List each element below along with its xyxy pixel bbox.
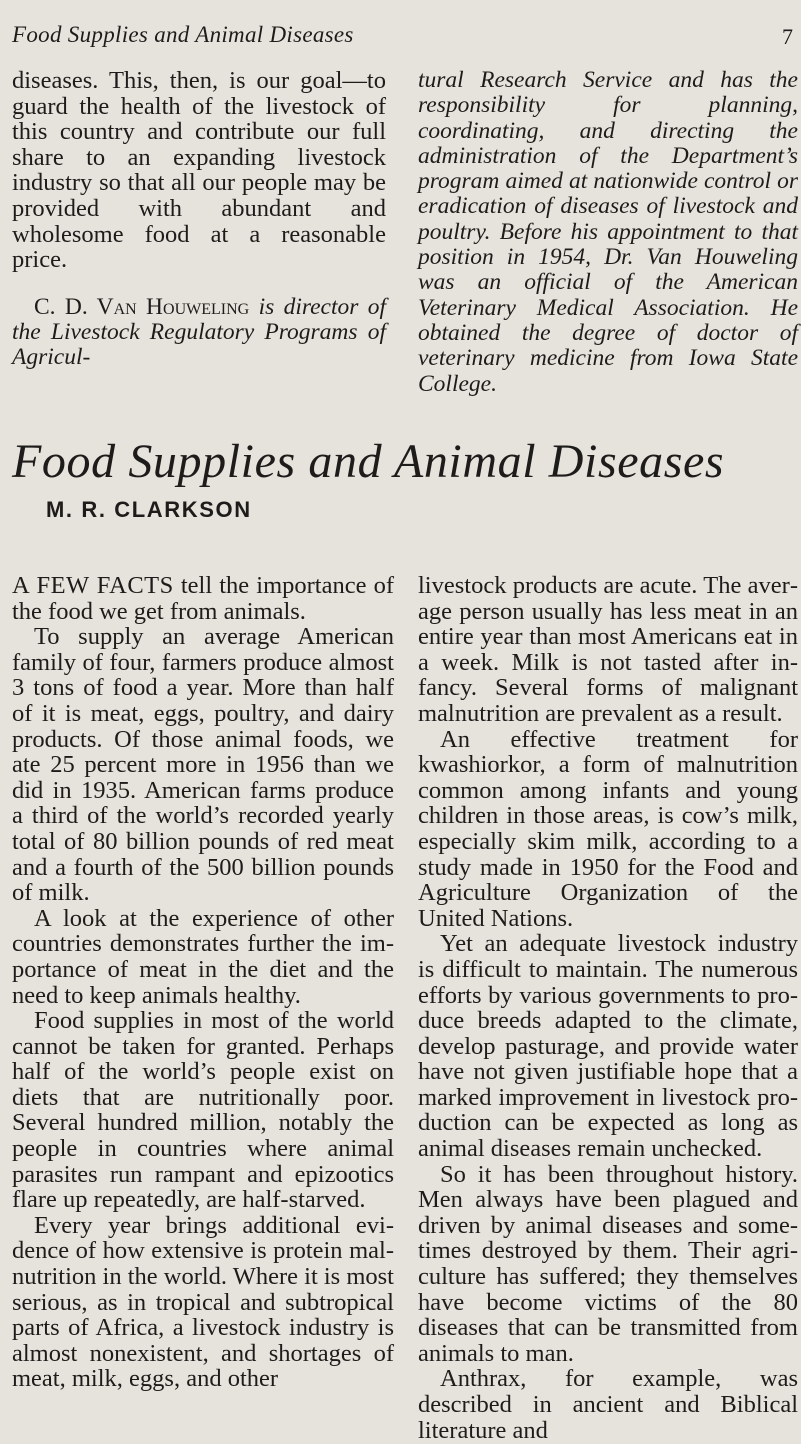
previous-article-left-column: [12, 68, 386, 371]
author-bio-text-left: is director of the Livestock Regulatory Programs of Agricul-: [12, 293, 387, 371]
article-paragraph: Every year brings additional evidence of how extensive is protein malnutrition in the world. Where it is most serious, as in tropical and subtropical parts of Africa, a livestock industry is almost nonexistent, and shortages of meat, milk, eggs, and other: [12, 1211, 394, 1393]
previous-article-right-column: [418, 68, 798, 397]
article-paragraph: livestock products are acute. The average person usually has less meat in an entire year than most Americans eat in a week. Milk is not tasted after infancy. Several forms of malignant malnutrition are prevalent as a result.: [418, 572, 798, 727]
article-paragraph: A look at the experience of other countries demonstrates further the importance of meat in the diet and the need to keep animals healthy.: [12, 904, 394, 1009]
lead-in-caps: A FEW FACTS: [12, 572, 174, 599]
previous-article-closing-paragraph: diseases. This, then, is our goal—to guard the health of the livestock of this country and contribute our full share to an expanding livestock industry so that all our people may be provided with abundant and wholesome food at a reasonable price.: [12, 67, 386, 274]
author-bio-text-right: tural Research Service and has the responsibility for planning, coordinating, and directing the administration of the Department’s program aimed at nationwide control or eradication of diseases of livestock and poultry. Before his appointment to that position in 1954, Dr. Van Houweling was an official of the American Veterinary Medical Association. He obtained the degree of doctor of veterinary medicine from Iowa State College.: [418, 67, 798, 397]
article-paragraph: Food supplies in most of the world cannot be taken for granted. Perhaps half of the world’s people exist on diets that are nutritionally poor. Several hundred million, notably the people in countries where animal parasites run rampant and epizootics flare up repeatedly, are half-starved.: [12, 1007, 394, 1214]
article-paragraph: An effective treatment for kwashiorkor, a form of malnutrition common among infants and young children in those areas, is cow’s milk, especially skim milk, according to a study made in 1950 for the Food and Agriculture Organization of the United Nations.: [418, 725, 798, 932]
article-paragraph: Anthrax, for example, was described in ancient and Biblical literature and: [418, 1365, 798, 1444]
article-paragraph: So it has been throughout history. Men always have been plagued and driven by animal diseases and sometimes destroyed by them. Their agriculture has suffered; they themselves have become victims of the 80 diseases that can be transmitted from animals to man.: [418, 1160, 798, 1367]
article-right-column: [418, 573, 798, 1443]
article-paragraph: To supply an average American family of four, farmers produce almost 3 tons of food a year. More than half of it is meat, eggs, poultry, and dairy products. Of those animal foods, we ate 25 percent more in 1956 than we did in 1935. American farms produce a third of the world’s recorded yearly total of 80 billion pounds of red meat and a fourth of the 500 billion pounds of milk.: [12, 623, 394, 907]
author-bio-name: C. D. Van Houweling: [34, 293, 250, 320]
article-title: Food Supplies and Animal Diseases: [12, 435, 725, 488]
article-byline: M. R. CLARKSON: [46, 497, 252, 522]
article-paragraph: A FEW FACTS tell the importance of the food we get from animals.: [12, 572, 394, 625]
running-head-title: Food Supplies and Animal Diseases: [12, 22, 354, 47]
article-paragraph: Yet an adequate livestock industry is difficult to maintain. The numerous efforts by various governments to produce breeds adapted to the climate, develop pasturage, and provide water have not given justifiable hope that a marked improvement in livestock production can be expected as long as animal diseases remain unchecked.: [418, 930, 798, 1163]
article-left-column: [12, 573, 394, 1392]
author-bio-left: [12, 295, 386, 371]
page-number: 7: [782, 24, 793, 49]
